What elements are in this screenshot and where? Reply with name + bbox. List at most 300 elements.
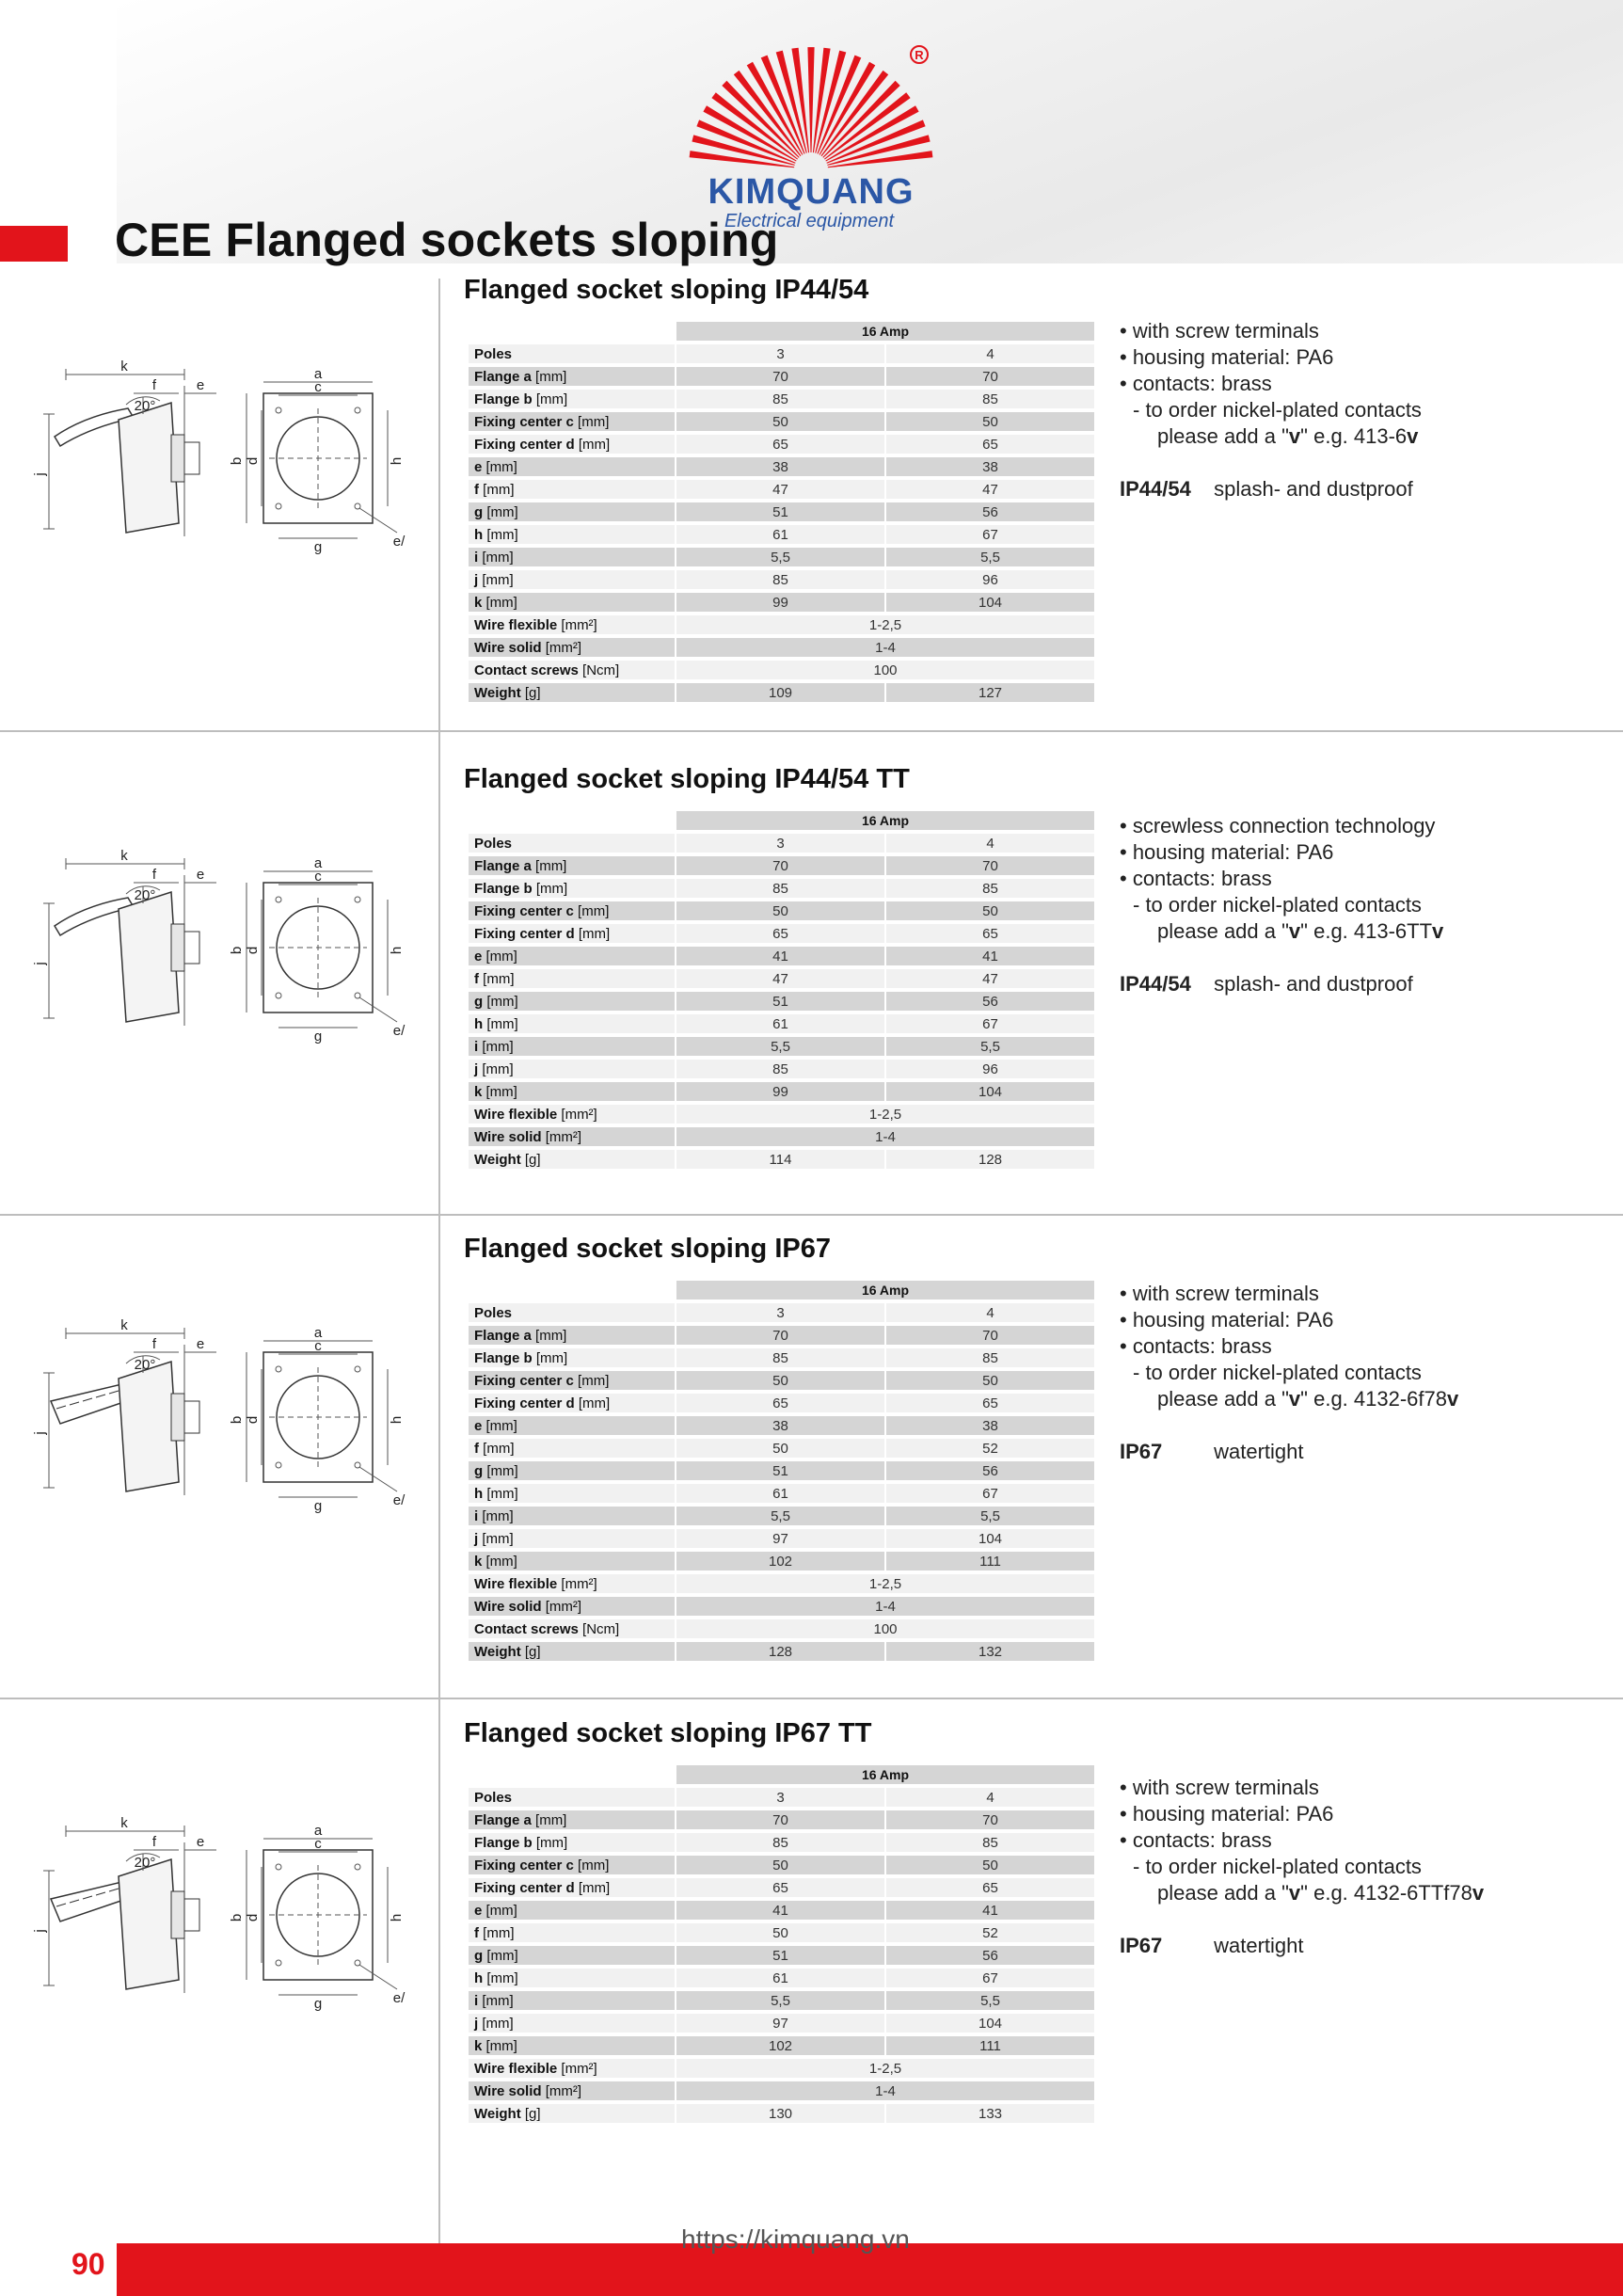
row-label: Fixing center d [mm] [469,435,675,454]
row-value: 1-4 [676,1597,1094,1616]
row-value-4-pole: 128 [886,1150,1094,1169]
row-value-3-pole: 85 [676,1833,884,1852]
protection-rating: IP67 watertight [1120,1440,1304,1463]
row-value-4-pole: 85 [886,390,1094,408]
row-value-3-pole: 41 [676,1901,884,1920]
row-label: j [mm] [469,1529,675,1548]
row-label: Fixing center d [mm] [469,924,675,943]
order-example: please add a "v" e.g. 4132-6f78v [1157,1387,1459,1411]
table-row [469,457,1094,476]
row-label: Wire solid [mm²] [469,1597,675,1616]
dimension-label: b [229,456,245,466]
dimension-label: f [151,377,157,393]
row-value-4-pole: 85 [886,1348,1094,1367]
row-value-4-pole: 127 [886,683,1094,702]
row-value-3-pole: 70 [676,367,884,386]
logo-brand-text: KIMQUANG [708,172,915,212]
table-row [469,1901,1094,1920]
row-value-3-pole: 3 [676,834,884,853]
row-value-3-pole: 61 [676,1969,884,1987]
table-row [469,1127,1094,1146]
table-row [469,901,1094,920]
row-value-4-pole: 96 [886,570,1094,589]
table-row [469,435,1094,454]
feature-item: • housing material: PA6 [1120,1802,1334,1826]
row-value-3-pole: 5,5 [676,1507,884,1525]
row-value-3-pole: 102 [676,1552,884,1571]
dimension-label: h [389,456,405,466]
table-row [469,1150,1094,1169]
feature-item: • with screw terminals [1120,1776,1319,1799]
table-row [469,502,1094,521]
row-label: g [mm] [469,992,675,1011]
table-row [469,1416,1094,1435]
row-label: i [mm] [469,1991,675,2010]
dimension-label: a [313,1325,323,1341]
dimension-label: g [313,539,323,555]
row-value: 100 [676,1619,1094,1638]
row-value-4-pole: 38 [886,1416,1094,1435]
row-label: Poles [469,1788,675,1807]
row-value: 1-2,5 [676,1574,1094,1593]
protection-rating: IP44/54 splash- and dustproof [1120,972,1413,996]
spec-table [467,1277,1096,1665]
row-value-4-pole: 5,5 [886,548,1094,566]
row-label: Weight [g] [469,2104,675,2123]
row-value-3-pole: 50 [676,1439,884,1458]
row-value-3-pole: 102 [676,2036,884,2055]
table-row [469,570,1094,589]
order-example: please add a "v" e.g. 413-6v [1157,424,1419,448]
row-value-3-pole: 47 [676,480,884,499]
row-label: k [mm] [469,593,675,612]
page-title: CEE Flanged sockets sloping [115,214,779,266]
dimension-label: e [196,1834,205,1850]
row-value: 1-4 [676,638,1094,657]
row-label: f [mm] [469,969,675,988]
row-value-4-pole: 70 [886,367,1094,386]
feature-item: • with screw terminals [1120,319,1319,343]
table-row [469,1507,1094,1525]
row-value: 1-4 [676,1127,1094,1146]
table-row [469,1484,1094,1503]
dimension-label: b [229,946,245,955]
table-row [469,1923,1094,1942]
dimension-label: a [313,1823,323,1839]
row-value-4-pole: 41 [886,947,1094,965]
row-value-4-pole: 4 [886,344,1094,363]
row-label: e [mm] [469,1901,675,1920]
row-value-4-pole: 4 [886,1303,1094,1322]
row-value: 100 [676,661,1094,679]
row-label: e [mm] [469,1416,675,1435]
row-label: j [mm] [469,2014,675,2033]
dimension-label: d [245,1415,261,1425]
table-row [469,2059,1094,2078]
row-label: Flange a [mm] [469,1810,675,1829]
row-label: j [mm] [469,1060,675,1078]
row-value-4-pole: 133 [886,2104,1094,2123]
row-value-4-pole: 4 [886,834,1094,853]
protection-rating: IP44/54 splash- and dustproof [1120,477,1413,501]
row-value-4-pole: 50 [886,1371,1094,1390]
dimension-label: 20° [134,1855,156,1871]
row-value-3-pole: 51 [676,1461,884,1480]
table-row [469,1810,1094,1829]
section-title: Flanged socket sloping IP67 [464,1234,831,1264]
dimension-label: g [313,1028,323,1044]
feature-notes [1120,813,1443,997]
table-row [469,1856,1094,1874]
row-value-3-pole: 128 [676,1642,884,1661]
dimension-label: f [151,867,157,883]
row-label: e [mm] [469,947,675,965]
table-row [469,1529,1094,1548]
table-row [469,947,1094,965]
row-label: Wire flexible [mm²] [469,2059,675,2078]
table-row [469,1105,1094,1124]
row-label: Contact screws [Ncm] [469,1619,675,1638]
row-label: j [mm] [469,570,675,589]
spec-table [467,318,1096,706]
row-value-3-pole: 3 [676,344,884,363]
row-label: g [mm] [469,1946,675,1965]
row-value-4-pole: 67 [886,1484,1094,1503]
row-value-3-pole: 114 [676,1150,884,1169]
row-value-3-pole: 65 [676,1878,884,1897]
dimension-label: f [151,1336,157,1352]
row-label: Fixing center d [mm] [469,1878,675,1897]
table-row [469,2104,1094,2123]
table-row [469,1991,1094,2010]
row-value-4-pole: 111 [886,1552,1094,1571]
table-row [469,480,1094,499]
table-row [469,1394,1094,1412]
row-label: Wire solid [mm²] [469,1127,675,1146]
row-value-4-pole: 5,5 [886,1507,1094,1525]
order-note: - to order nickel-plated contacts [1133,398,1422,422]
row-label: k [mm] [469,2036,675,2055]
table-row [469,1642,1094,1661]
table-row [469,1878,1094,1897]
row-value-3-pole: 70 [676,1810,884,1829]
row-value-3-pole: 65 [676,1394,884,1412]
dimension-label: k [120,848,128,864]
dimension-label: e [196,867,205,883]
dimension-drawing [28,837,423,1054]
dimension-label: g [313,1996,323,2012]
table-row [469,1303,1094,1322]
row-value-3-pole: 65 [676,924,884,943]
row-label: Wire flexible [mm²] [469,1105,675,1124]
row-value-3-pole: 38 [676,457,884,476]
row-value-4-pole: 52 [886,1439,1094,1458]
table-row [469,683,1094,702]
row-value-3-pole: 85 [676,879,884,898]
dimension-label: 20° [134,887,156,903]
row-label: f [mm] [469,480,675,499]
row-value-4-pole: 65 [886,1394,1094,1412]
row-value-4-pole: 38 [886,457,1094,476]
feature-item: • housing material: PA6 [1120,345,1334,369]
table-row [469,856,1094,875]
row-value-3-pole: 5,5 [676,1037,884,1056]
table-row [469,2036,1094,2055]
dimension-label: b [229,1415,245,1425]
dimension-label: h [389,946,405,955]
row-value-4-pole: 85 [886,1833,1094,1852]
dimension-label: k [120,1317,128,1333]
row-value-3-pole: 41 [676,947,884,965]
row-value-4-pole: 5,5 [886,1991,1094,2010]
table-row [469,1439,1094,1458]
row-label: Fixing center c [mm] [469,1371,675,1390]
dimension-label: e/ [392,534,406,550]
dimension-label: j [32,1431,48,1435]
row-label: Flange b [mm] [469,390,675,408]
row-label: e [mm] [469,457,675,476]
row-label: g [mm] [469,1461,675,1480]
row-value-4-pole: 52 [886,1923,1094,1942]
row-value-4-pole: 50 [886,1856,1094,1874]
row-label: Flange b [mm] [469,1348,675,1367]
row-value-3-pole: 51 [676,1946,884,1965]
table-row [469,525,1094,544]
row-value-4-pole: 67 [886,525,1094,544]
page-number: 90 [72,2247,105,2281]
row-value-4-pole: 47 [886,480,1094,499]
table-row [469,1833,1094,1852]
order-note: - to order nickel-plated contacts [1133,1855,1422,1878]
row-value-3-pole: 61 [676,1484,884,1503]
table-row [469,1552,1094,1571]
dimension-label: e [196,1336,205,1352]
logo-tagline-text: Electrical equipment [724,211,895,231]
row-label: h [mm] [469,1969,675,1987]
row-label: k [mm] [469,1552,675,1571]
table-row [469,2081,1094,2100]
amp-header: 16 Amp [676,1765,1094,1784]
row-value-4-pole: 56 [886,1946,1094,1965]
table-row [469,1461,1094,1480]
table-row [469,1597,1094,1616]
order-example: please add a "v" e.g. 4132-6TTf78v [1157,1881,1485,1905]
row-value-4-pole: 50 [886,901,1094,920]
row-value-3-pole: 97 [676,1529,884,1548]
row-value-4-pole: 96 [886,1060,1094,1078]
row-label: Weight [g] [469,683,675,702]
row-value-4-pole: 50 [886,412,1094,431]
table-row [469,638,1094,657]
row-value-4-pole: 104 [886,1082,1094,1101]
row-value-3-pole: 70 [676,1326,884,1345]
dimension-label: d [245,456,261,466]
row-label: Fixing center d [mm] [469,1394,675,1412]
feature-item: • contacts: brass [1120,372,1272,395]
amp-header: 16 Amp [676,811,1094,830]
row-label: Contact screws [Ncm] [469,661,675,679]
feature-item: • contacts: brass [1120,867,1272,890]
order-example: please add a "v" e.g. 413-6TTv [1157,919,1444,943]
row-value-4-pole: 67 [886,1969,1094,1987]
row-value-4-pole: 56 [886,502,1094,521]
section-divider [0,1214,1623,1216]
table-row [469,390,1094,408]
feature-item: • contacts: brass [1120,1334,1272,1358]
row-value-3-pole: 5,5 [676,548,884,566]
row-value-4-pole: 132 [886,1642,1094,1661]
table-row [469,1326,1094,1345]
dimension-label: f [151,1834,157,1850]
dimension-label: c [314,379,322,395]
row-value-4-pole: 67 [886,1014,1094,1033]
row-label: Weight [g] [469,1150,675,1169]
title-accent-bar [0,226,68,262]
section-divider [0,1698,1623,1699]
spec-table [467,807,1096,1172]
svg-text:R: R [915,48,924,62]
order-note: - to order nickel-plated contacts [1133,893,1422,917]
row-label: Flange a [mm] [469,856,675,875]
dimension-label: k [120,1815,128,1831]
row-value-4-pole: 65 [886,1878,1094,1897]
table-row [469,593,1094,612]
row-label: Flange b [mm] [469,1833,675,1852]
table-row [469,1060,1094,1078]
row-value-3-pole: 50 [676,901,884,920]
dimension-label: d [245,1913,261,1922]
feature-notes [1120,318,1422,502]
row-value-4-pole: 85 [886,879,1094,898]
dimension-drawing [28,1307,423,1523]
feature-item: • housing material: PA6 [1120,840,1334,864]
row-label: Wire flexible [mm²] [469,1574,675,1593]
table-row [469,924,1094,943]
row-value-4-pole: 4 [886,1788,1094,1807]
dimension-label: j [32,962,48,965]
table-row [469,1037,1094,1056]
row-value-3-pole: 51 [676,502,884,521]
dimension-label: c [314,1338,322,1354]
row-value-4-pole: 65 [886,924,1094,943]
dimension-label: e/ [392,1492,406,1508]
dimension-label: b [229,1913,245,1922]
row-value-3-pole: 99 [676,593,884,612]
footer-url: https://kimquang.vn [681,2224,910,2254]
table-row [469,992,1094,1011]
column-divider [438,279,440,2245]
table-row [469,1082,1094,1101]
row-value-3-pole: 70 [676,856,884,875]
row-label: h [mm] [469,525,675,544]
table-row [469,344,1094,363]
row-label: Weight [g] [469,1642,675,1661]
row-value-3-pole: 65 [676,435,884,454]
table-row [469,1619,1094,1638]
table-row [469,661,1094,679]
row-value: 1-4 [676,2081,1094,2100]
row-label: Poles [469,344,675,363]
table-row [469,548,1094,566]
row-label: f [mm] [469,1923,675,1942]
row-value-4-pole: 47 [886,969,1094,988]
row-value-3-pole: 50 [676,1856,884,1874]
kimquang-logo [670,36,952,233]
row-value-3-pole: 61 [676,1014,884,1033]
row-value-3-pole: 3 [676,1303,884,1322]
table-row [469,1371,1094,1390]
row-value-4-pole: 70 [886,1810,1094,1829]
row-value-3-pole: 85 [676,570,884,589]
protection-rating: IP67 watertight [1120,1934,1304,1957]
row-label: Wire solid [mm²] [469,638,675,657]
row-value-4-pole: 41 [886,1901,1094,1920]
amp-header: 16 Amp [676,322,1094,341]
dimension-label: e/ [392,1990,406,2006]
row-label: i [mm] [469,1037,675,1056]
dimension-label: h [389,1415,405,1425]
table-row [469,1348,1094,1367]
feature-notes [1120,1281,1458,1465]
row-value-3-pole: 3 [676,1788,884,1807]
row-value-4-pole: 104 [886,2014,1094,2033]
dimension-label: 20° [134,398,156,414]
dimension-label: e [196,377,205,393]
row-value-3-pole: 50 [676,1371,884,1390]
row-label: Fixing center c [mm] [469,901,675,920]
amp-header: 16 Amp [676,1281,1094,1299]
dimension-label: e/ [392,1023,406,1039]
dimension-label: j [32,472,48,476]
feature-item: • contacts: brass [1120,1828,1272,1852]
section-divider [0,730,1623,732]
row-value-3-pole: 50 [676,412,884,431]
row-value-3-pole: 5,5 [676,1991,884,2010]
row-value-4-pole: 5,5 [886,1037,1094,1056]
table-row [469,1969,1094,1987]
dimension-drawing [28,1805,423,2021]
section-title: Flanged socket sloping IP44/54 [464,275,869,305]
row-value-3-pole: 109 [676,683,884,702]
row-value-4-pole: 70 [886,1326,1094,1345]
dimension-label: c [314,1836,322,1852]
dimension-label: c [314,869,322,885]
dimension-label: a [313,855,323,871]
row-label: Wire solid [mm²] [469,2081,675,2100]
dimension-drawing [28,348,423,565]
row-label: Wire flexible [mm²] [469,615,675,634]
row-value-3-pole: 50 [676,1923,884,1942]
table-row [469,1946,1094,1965]
feature-item: • housing material: PA6 [1120,1308,1334,1331]
spec-table [467,1762,1096,2127]
row-value-4-pole: 56 [886,992,1094,1011]
dimension-label: a [313,366,323,382]
row-value-4-pole: 104 [886,1529,1094,1548]
row-value: 1-2,5 [676,615,1094,634]
row-label: Flange a [mm] [469,1326,675,1345]
order-note: - to order nickel-plated contacts [1133,1361,1422,1384]
feature-notes [1120,1775,1484,1959]
row-value-3-pole: 85 [676,1060,884,1078]
row-value-3-pole: 61 [676,525,884,544]
row-label: g [mm] [469,502,675,521]
row-value-4-pole: 104 [886,593,1094,612]
table-row [469,615,1094,634]
row-value: 1-2,5 [676,2059,1094,2078]
table-row [469,367,1094,386]
row-label: Fixing center c [mm] [469,412,675,431]
